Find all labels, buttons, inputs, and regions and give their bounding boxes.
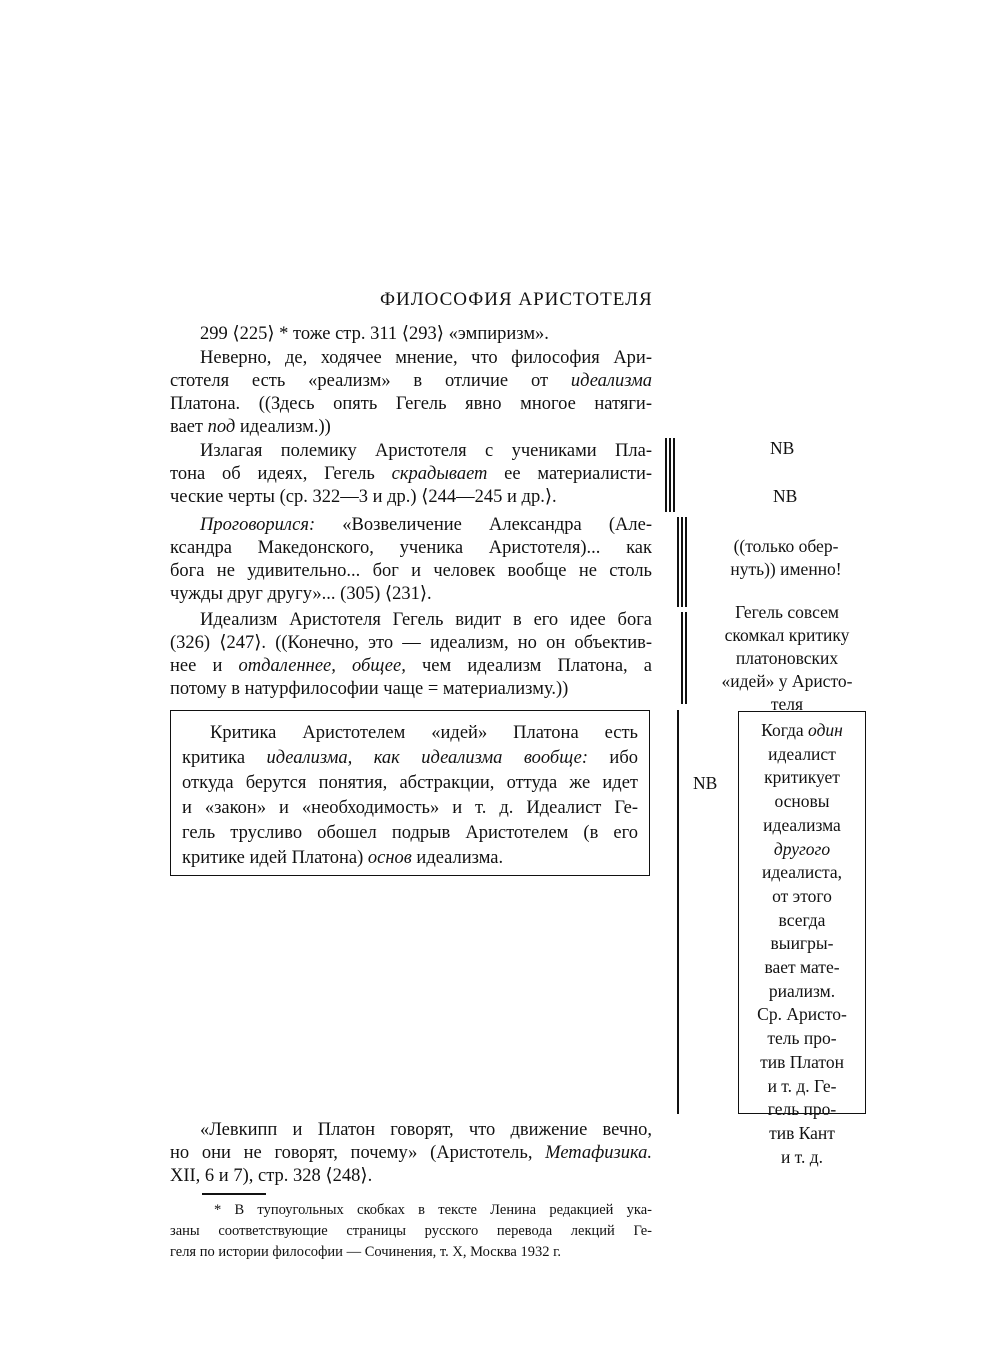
margin-note-line: Гегель совсем: [735, 602, 839, 622]
paragraph-line: (326) ⟨247⟩. ((Конечно, это — идеализм, но он объектив-: [170, 633, 652, 653]
boxed-line: гель трусливо обошел подрыв Аристотелем (в его: [182, 823, 638, 843]
paragraph-2: [170, 347, 652, 439]
side-note-line: от этого: [772, 885, 832, 906]
paragraph-line: 299 ⟨225⟩ * тоже стр. 311 ⟨293⟩ «эмпиризм».: [200, 324, 549, 344]
side-note-line: другого: [773, 838, 831, 859]
margin-bar: [685, 517, 687, 607]
footnote-divider: [202, 1193, 266, 1195]
paragraph-line: стотеля есть «реализм» в отличие от идеализма: [170, 371, 653, 391]
footnote: [170, 1200, 652, 1263]
paragraph-line: но они не говорят, почему» (Аристотель, Метафизика.: [170, 1143, 653, 1163]
boxed-passage: [182, 721, 638, 871]
margin-note-b: [706, 601, 868, 716]
footnote-line: заны соответствующие страницы русского перевода лекций Ге-: [170, 1223, 652, 1239]
quote-paragraph: [170, 1119, 652, 1188]
margin-note-line: скомкал критику: [724, 625, 850, 645]
paragraph-line: вает под идеализм.)): [170, 417, 331, 437]
footnote-line: * В тупоугольных скобках в тексте Ленина редакцией ука-: [214, 1202, 652, 1218]
page-title: ФИЛОСОФИЯ АРИСТОТЕЛЯ: [380, 289, 653, 310]
nb-note: NB: [770, 438, 795, 458]
nb-note: NB: [693, 773, 718, 793]
margin-note-line: теля: [770, 694, 804, 714]
margin-note-line: «идей» у Аристо-: [721, 671, 853, 691]
side-note-line: тив Платон: [760, 1051, 844, 1072]
paragraph-line: чужды друг другу»... (305) ⟨231⟩.: [170, 584, 432, 604]
side-note-line: Когда один: [761, 720, 843, 740]
margin-bar: [681, 517, 683, 607]
side-note-line: идеализма: [763, 814, 841, 835]
paragraph-line: XII, 6 и 7), стр. 328 ⟨248⟩.: [170, 1166, 373, 1186]
side-note-line: идеалист: [768, 743, 836, 764]
side-note-line: критикует: [764, 767, 840, 788]
margin-bar: [681, 612, 683, 704]
boxed-line: Критика Аристотелем «идей» Платона есть: [210, 723, 638, 743]
side-note-line: Ср. Аристо-: [757, 1004, 847, 1025]
margin-note-a: [716, 535, 856, 581]
side-note-line: основы: [774, 791, 830, 812]
side-note-line: выигры-: [770, 933, 834, 954]
paragraph-line: ксандра Македонского, ученика Аристотеля)... как: [170, 538, 652, 558]
margin-bar: [677, 517, 679, 607]
side-note-line: и т. д. Ге-: [767, 1075, 837, 1096]
boxed-line: критике идей Платона) основ идеализма.: [182, 848, 504, 868]
margin-note-line: платоновских: [735, 648, 839, 668]
paragraph-line: тона об идеях, Гегель скрадывает ее материалисти-: [170, 464, 653, 484]
margin-bar: [665, 438, 667, 512]
side-note-line: тель про-: [767, 1028, 837, 1049]
side-note-line: и т. д.: [780, 1146, 824, 1167]
paragraph-3: [170, 440, 652, 509]
paragraph-line: «Левкипп и Платон говорят, что движение вечно,: [200, 1120, 652, 1140]
margin-bar: [677, 710, 679, 1114]
margin-bar: [673, 438, 675, 512]
side-note-line: всегда: [778, 909, 826, 930]
boxed-line: откуда берутся понятия, абстракции, оттуда же идет: [182, 773, 638, 793]
side-note-line: гель про-: [767, 1099, 837, 1120]
paragraph-line: Излагая полемику Аристотеля с учениками Пла-: [200, 441, 652, 461]
paragraph-4: [170, 514, 652, 606]
paragraph-line: Идеализм Аристотеля Гегель видит в его идее бога: [200, 610, 652, 630]
side-note-line: идеалиста,: [761, 862, 843, 883]
side-note: [742, 719, 862, 1169]
nb-note: NB: [773, 486, 798, 506]
margin-note-line: нуть)) именно!: [730, 559, 842, 579]
paragraph-line: нее и отдаленнее, общее, чем идеализм Платона, а: [170, 656, 653, 676]
side-note-line: риализм.: [768, 980, 836, 1001]
boxed-line: критика идеализма, как идеализма вообще: ибо: [182, 748, 638, 768]
footnote-line: геля по истории философии — Сочинения, т. X, Москва 1932 г.: [170, 1244, 562, 1260]
paragraph-line: Проговорился: «Возвеличение Александра (Але-: [200, 515, 653, 535]
margin-bar: [669, 438, 671, 512]
margin-bar: [685, 612, 687, 704]
margin-note-line: ((только обер-: [733, 536, 839, 556]
paragraph-5: [170, 609, 652, 701]
boxed-line: и «закон» и «необходимость» и т. д. Идеалист Ге-: [182, 798, 638, 818]
paragraph-line: Неверно, де, ходячее мнение, что философия Ари-: [200, 348, 652, 368]
paragraph-line: ческие черты (ср. 322—3 и др.) ⟨244—245 и др.⟩.: [170, 487, 557, 507]
side-note-line: тив Кант: [769, 1122, 835, 1143]
paragraph-line: бога не удивительно... бог и человек вообще не столь: [170, 561, 652, 581]
paragraph-line: Платона. ((Здесь опять Гегель явно многое натяги-: [170, 394, 652, 414]
paragraph-1: [170, 323, 652, 346]
side-note-line: вает мате-: [764, 957, 840, 978]
paragraph-line: потому в натурфилософии чаще = материализму.)): [170, 679, 569, 699]
